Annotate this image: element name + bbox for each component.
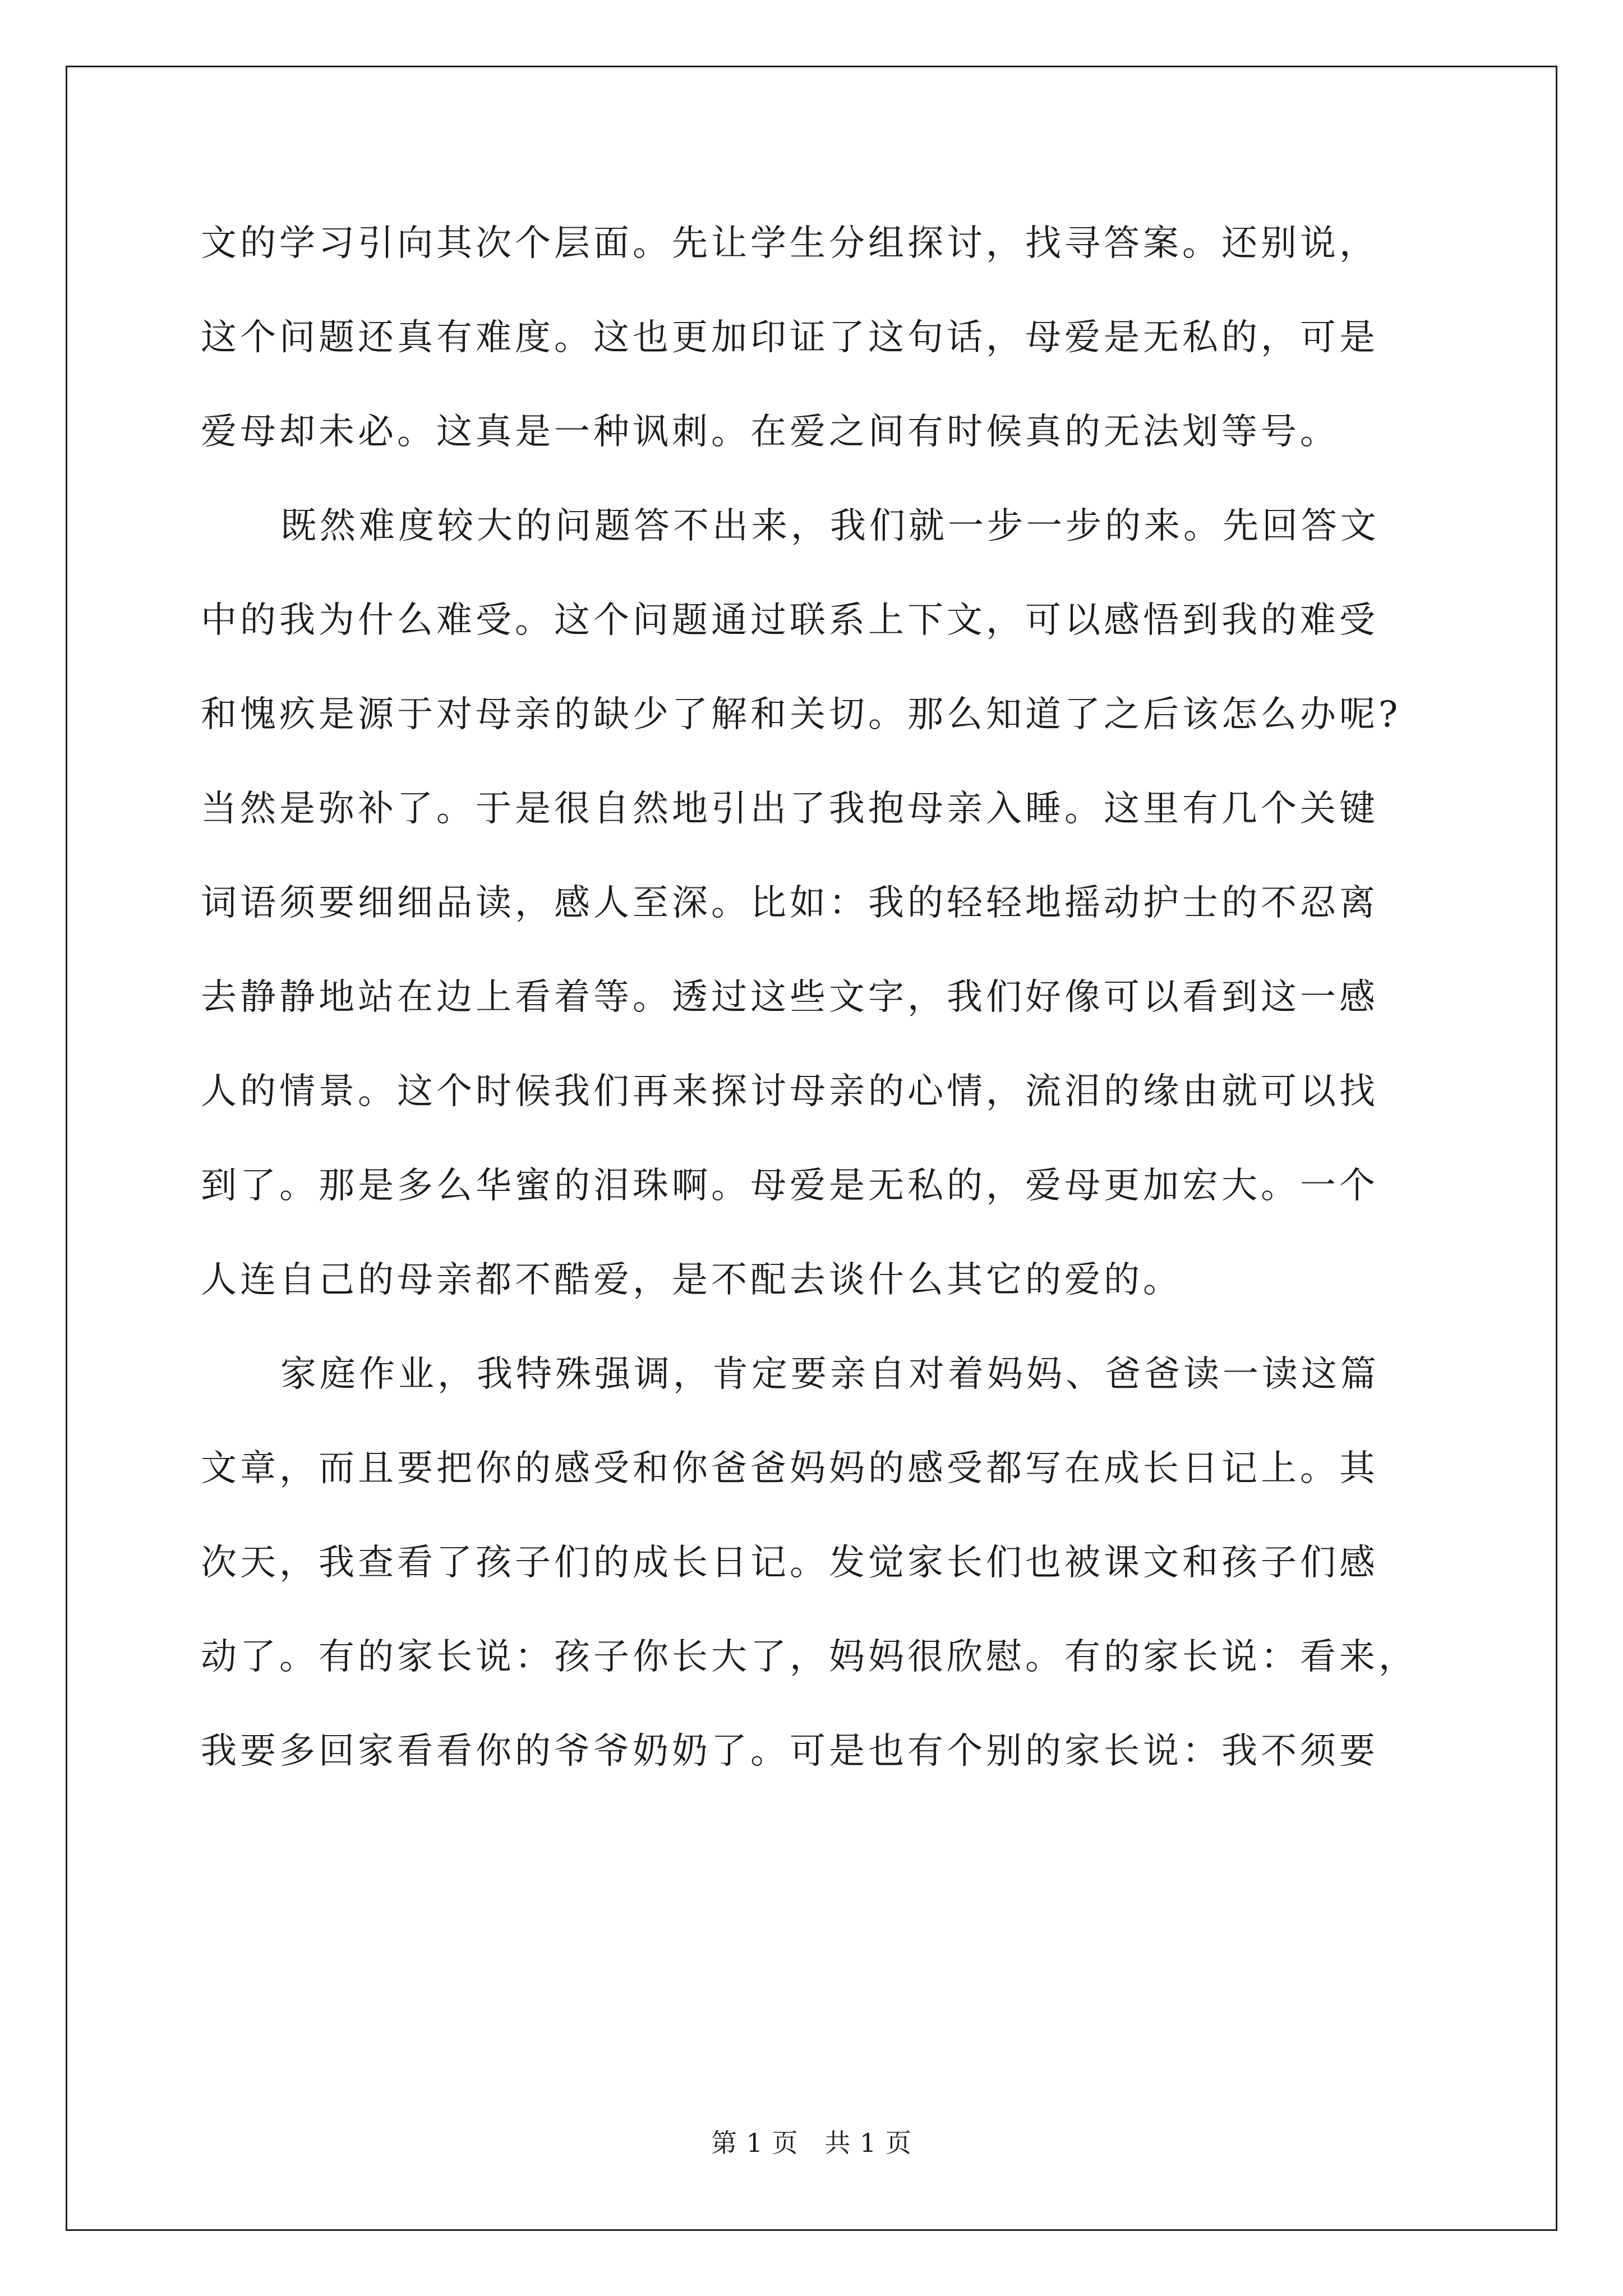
document-body bbox=[201, 196, 1457, 1798]
text-line: 词语须要细细品读，感人至深。比如：我的轻轻地摇动护士的不忍离 bbox=[201, 882, 1378, 924]
text-line: 爱母却未必。这真是一种讽刺。在爱之间有时候真的无法划等号。 bbox=[201, 411, 1339, 453]
text-line: 中的我为什么难受。这个问题通过联系上下文，可以感悟到我的难受 bbox=[201, 600, 1378, 641]
text-line: 人连自己的母亲都不酷爱，是不配去谈什么其它的爱的。 bbox=[201, 1259, 1182, 1301]
text-line: 这个问题还真有难度。这也更加印证了这句话，母爱是无私的，可是 bbox=[201, 317, 1378, 358]
text-line: 人的情景。这个时候我们再来探讨母亲的心情，流泪的缘由就可以找 bbox=[201, 1071, 1378, 1112]
text-line: 我要多回家看看你的爷爷奶奶了。可是也有个别的家长说：我不须要 bbox=[201, 1731, 1378, 1772]
text-line: 动了。有的家长说：孩子你长大了，妈妈很欣慰。有的家长说：看来， bbox=[201, 1636, 1418, 1678]
text-line: 到了。那是多么华蜜的泪珠啊。母爱是无私的，爱母更加宏大。一个 bbox=[201, 1165, 1378, 1207]
text-line: 家庭作业，我特殊强调，肯定要亲自对着妈妈、爸爸读一读这篇 bbox=[280, 1354, 1380, 1395]
text-line: 既然难度较大的问题答不出来，我们就一步一步的来。先回答文 bbox=[280, 505, 1380, 547]
text-line: 文的学习引向其次个层面。先让学生分组探讨，找寻答案。还别说， bbox=[201, 223, 1378, 264]
text-line: 文章，而且要把你的感受和你爸爸妈妈的感受都写在成长日记上。其 bbox=[201, 1448, 1378, 1489]
text-line: 次天，我查看了孩子们的成长日记。发觉家长们也被课文和孩子们感 bbox=[201, 1542, 1378, 1584]
text-line: 和愧疚是源于对母亲的缺少了解和关切。那么知道了之后该怎么办呢? bbox=[201, 694, 1401, 735]
text-line: 当然是弥补了。于是很自然地引出了我抱母亲入睡。这里有几个关键 bbox=[201, 788, 1378, 830]
page-footer: 第 1 页 共 1 页 bbox=[711, 2128, 912, 2158]
text-line: 去静静地站在边上看着等。透过这些文字，我们好像可以看到这一感 bbox=[201, 977, 1378, 1018]
